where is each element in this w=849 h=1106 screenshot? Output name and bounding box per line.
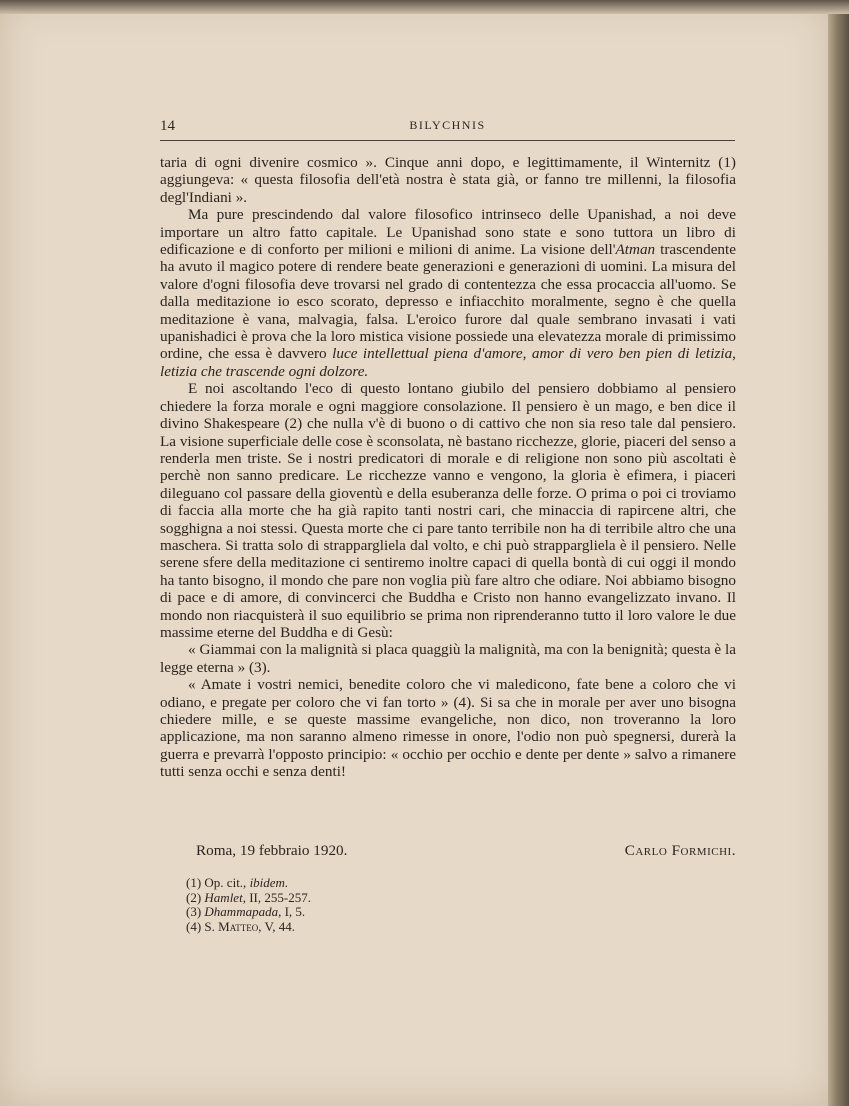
signoff bbox=[196, 842, 736, 862]
footnote-4-text: V, 44. bbox=[261, 918, 295, 934]
paragraph-5: « Amate i vostri nemici, benedite coloro che vi maledicono, fate bene a coloro che vi odiano, e pregate per coloro che vi fan torto » (4). Si sa che in morale per aver uno bisogna chiedere mille, e se queste massime evangeliche, non dico, non troveranno la loro applicazione, ma non saranno almeno rimesse in onore, l'odio non può spegnersi, durerà la guerra e prevarrà l'opposto principio: « occhio per occhio e dente per dente » salvo a rimanere tutti senza occhi e senza denti! bbox=[160, 676, 736, 781]
footnote-3-text: I, 5. bbox=[281, 904, 306, 920]
paragraph-3: E noi ascoltando l'eco di questo lontano giubilo del pensiero dobbiamo al pensiero chiedere la forza morale e ogni maggiore consolazione. Il pensiero è un mago, e ben dice il divino Shakespeare (2) che nulla v'è di buono o di cattivo che non sia reso tale dal pensiero. La visione superficiale delle cose è sconsolata, nè bastano ricchezze, glorie, piaceri del senso a renderla men triste. Se i nostri predicatori di morale e di religione non sono più ascoltati è perchè non sanno predicare. Le ricchezze vanno e vengono, la gloria è efimera, i piaceri dileguano col passare della gioventù e della esuberanza delle forze. O prima o poi ci troviamo di faccia alla morte che ha già rapito tanti nostri cari, che minaccia di rapircene altri, che sogghigna a noi stessi. Questa morte che ci pare tanto terribile non ha di terribile altro che una maschera. Si tratta solo di strappargliela dal volto, e chi può strappargliela è il pensiero. Nelle serene sfere della meditazione ci sentiremo inoltre capaci di quella bontà di cui oggi il mondo ha tanto bisogno, il mondo che pare non voglia più fare altro che odiare. Noi abbiamo bisogno di pace e di amore, di convincerci che Buddha e Cristo non hanno evangelizzato invano. Il mondo non riacquisterà il suo equilibrio se prima non riprenderanno tutto il loro valore le due massime eterne del Buddha e di Gesù: bbox=[160, 380, 736, 641]
footnote-3-italic: Dhammapada, bbox=[204, 904, 282, 920]
footnote-4-smallcaps: S. Matteo, bbox=[204, 918, 262, 934]
footnote-1-text: Op. cit., bbox=[204, 875, 250, 890]
paragraph-2-part-a: Ma pure prescindendo dal valore filosofico intrinseco delle Upanishad, a noi deve importare un altro fatto capitale. Le Upanishad sono state e sono tuttora un libro di edificazione e di conforto per milioni e milioni di anime. La visione dell' bbox=[160, 206, 736, 259]
footnote-4 bbox=[186, 920, 486, 935]
running-head: BILYCHNIS bbox=[409, 118, 486, 132]
paragraph-2-part-b: trascendente ha avuto il magico potere di rendere beate generazioni e generazioni di uomini. La misura del valore d'ogni filosofia deve trovarsi nel grado di contentezza che essa procaccia all'uomo. Se dalla meditazione io esco scorato, depresso e infiacchito moralmente, segno è che quella meditazione è vana, malvagia, falsa. L'eroico furore dal quale sembrano invasati i vati upanishadici è prova che la loro mistica visione possiede una elevatezza morale di primissimo ordine, che essa è davvero bbox=[160, 241, 736, 363]
footnote-2-text: II, 255-257. bbox=[245, 889, 311, 905]
footnote-3 bbox=[186, 905, 486, 920]
page-number: 14 bbox=[160, 118, 175, 134]
signoff-author: Carlo Formichi. bbox=[624, 842, 736, 859]
footnote-2 bbox=[186, 891, 486, 906]
paragraph-1: taria di ogni divenire cosmico ». Cinque anni dopo, e legittimamente, il Winternitz (1) aggiungeva: « questa filosofia dell'età nostra è stata già, or fanno tre millenni, la filosofia degl'Indiani ». bbox=[160, 154, 736, 206]
paragraph-4: « Giammai con la malignità si placa quaggiù la malignità, ma con la benignità; questa è la legge eterna » (3). bbox=[160, 641, 736, 676]
footnotes bbox=[186, 876, 486, 934]
footnote-1 bbox=[186, 876, 486, 891]
footnote-2-italic: Hamlet, bbox=[204, 889, 246, 905]
dante-quotation: luce intellettual piena d'amore, amor di vero ben pien di letizia, letizia che trascende ogni dolzore. bbox=[160, 345, 736, 380]
signoff-date: Roma, 19 febbraio 1920. bbox=[196, 842, 348, 859]
page-edge-top bbox=[0, 0, 849, 14]
article-body bbox=[160, 154, 736, 781]
footnote-1-mark: (1) bbox=[186, 875, 202, 890]
paragraph-2 bbox=[160, 206, 736, 380]
footnote-2-mark: (2) bbox=[186, 889, 202, 905]
footnote-4-mark: (4) bbox=[186, 918, 202, 934]
footnote-1-italic: ibidem. bbox=[249, 875, 289, 890]
atman-term: Atman bbox=[615, 241, 656, 259]
page-edge-right bbox=[828, 0, 849, 1106]
footnote-3-mark: (3) bbox=[186, 904, 202, 920]
page-header bbox=[160, 116, 735, 141]
